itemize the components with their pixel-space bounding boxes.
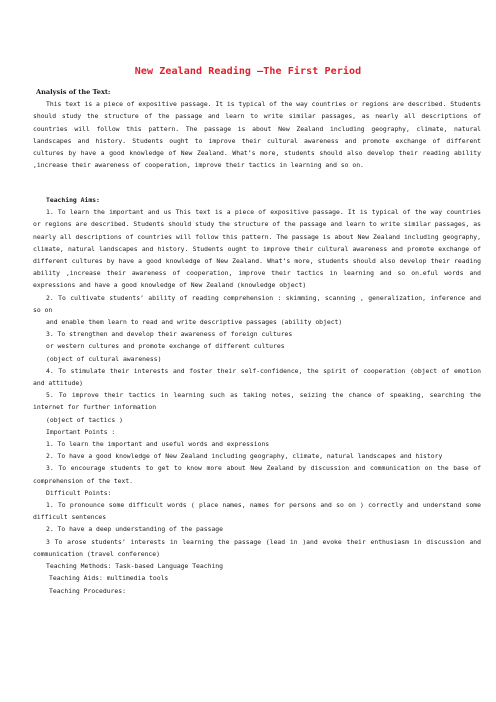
difficult-point-1: 1. To pronounce some difficult words ( place names, names for persons and so on ) correctly and understand some difficult sentences [33, 501, 481, 522]
difficult-point-2: 2. To have a deep understanding of the passage [46, 525, 223, 534]
difficult-point-3: 3 To arose students’ interests in learning the passage (lead in )and evoke their enthusiasm in discussion and communication (travel conference) [33, 537, 481, 558]
aim-item-1: 1. To learn the important and us This text is a piece of expositive passage. It is typical of the way countries or regions are described. Students should study the structure of the passage and learn to write similar passages, as nearly all descriptions of countries will follow this pattern. The passage is about New Zealand including geography, climate, natural landscapes and history. Students ought to improve their cultural awareness and promote exchange of different cultures by have a good knowledge of New Zealand. What’s more, students should also develop their reading ability ,increase their awareness of cooperation, improve their tactics in learning and so on.eful words and expressions and have a good knowledge of New Zealand (knowledge object) [33, 208, 481, 290]
teaching-aids: Teaching Aids: multimedia tools [49, 574, 169, 583]
aim-line: (object of tactics ) [46, 415, 123, 424]
teaching-aims-section [33, 194, 481, 597]
important-point-3: 3. To encourage students to get to know more about New Zealand by discussion and communication on the base of comprehension of the text. [33, 464, 481, 485]
teaching-methods: Teaching Methods: Task-based Language Teaching [46, 562, 223, 571]
teaching-aims-heading: Teaching Aims: [46, 196, 100, 204]
teaching-procedures: Teaching Procedures: [49, 586, 126, 595]
important-points-heading: Important Points : [46, 427, 116, 436]
aim-item-5: 5. To improve their tactics in learning such as taking notes, seizing the chance of speaking, searching the internet for further information [33, 391, 481, 412]
aim-line: or western cultures and promote exchange of different cultures [46, 342, 285, 351]
aim-item-2: 2. To cultivate students’ ability of reading comprehension : skimming, scanning , generalization, inference and so on [33, 293, 481, 314]
aim-line: and enable them learn to read and write descriptive passages (ability object) [46, 318, 343, 327]
analysis-body: This text is a piece of expositive passage. It is typical of the way countries or regions are described. Students should study the structure of the passage and learn to write similar passages, as nearly all descriptions of countries will follow this pattern. The passage is about New Zealand including geography, climate, natural landscapes and history. Students ought to improve their cultural awareness and promote exchange of different cultures by have a good knowledge of New Zealand. What’s more, students should also develop their reading ability ,increase their awareness of cooperation, improve their tactics in learning and so on. [33, 100, 481, 170]
aim-line: (object of cultural awareness) [46, 354, 162, 363]
important-point-2: 2. To have a good knowledge of New Zealand including geography, climate, natural landscapes and history [46, 452, 443, 461]
aim-item-4: 4. To stimulate their interests and foster their self-confidence, the spirit of cooperation (object of emotion and attitude) [33, 366, 481, 388]
aim-item-3: 3. To strengthen and develop their awareness of foreign cultures [46, 330, 293, 339]
analysis-heading: Analysis of the Text: [36, 88, 111, 96]
analysis-section [33, 86, 481, 171]
difficult-points-heading: Difficult Points: [46, 488, 112, 497]
page-title: New Zealand Reading —The First Period [134, 66, 362, 77]
important-point-1: 1. To learn the important and useful words and expressions [46, 440, 270, 449]
